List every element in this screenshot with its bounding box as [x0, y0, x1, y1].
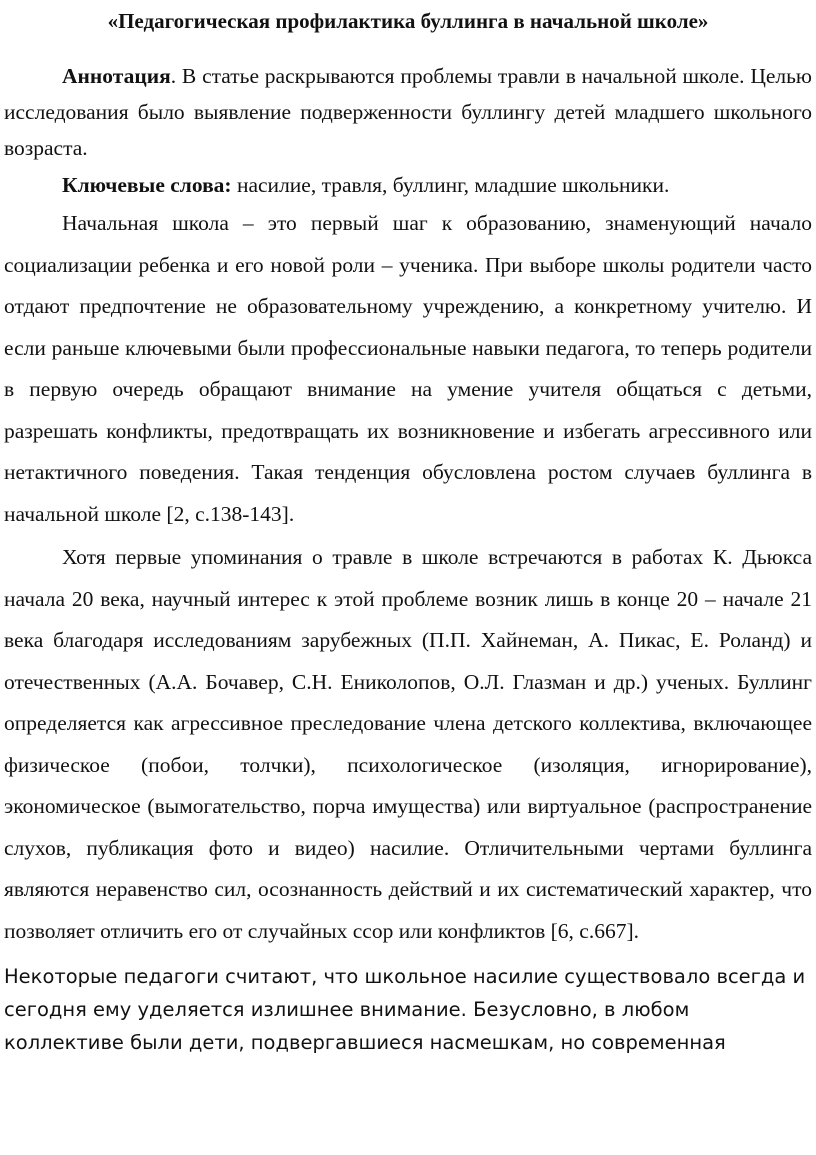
abstract-text: . В статье раскрываются проблемы травли в начальной школе. Целью исследования было выявление подверженности буллингу детей младшего школьного возраста. [4, 64, 812, 160]
body-paragraph-3: Некоторые педагоги считают, что школьное насилие существовало всегда и сегодня ему уделяется излишнее внимание. Безусловно, в любом коллективе были дети, подвергавшиеся насмешкам, но современная [4, 965, 806, 1054]
body-paragraph-2: Хотя первые упоминания о травле в школе встречаются в работах К. Дьюкса начала 20 века, научный интерес к этой проблеме возник лишь в конце 20 – начале 21 века благодаря исследованиям зарубежных (П.П. Хайнеман, А. Пикас, Е. Роланд) и отечественных (А.А. Бочавер, С.Н. Ениколопов, О.Л. Глазман и др.) ученых. Буллинг определяется как агрессивное преследование члена детского коллектива, включающее физическое (побои, толчки), психологическое (изоляция, игнорирование), экономическое (вымогательство, порча имущества) или виртуальное (распространение слухов, публикация фото и видео) насилие. Отличительными чертами буллинга являются неравенство сил, осознанность действий и их систематический характер, что позволяет отличить его от случайных ссор или конфликтов [6, с.667]. [4, 545, 812, 943]
abstract-label: Аннотация [62, 64, 171, 88]
article-title: «Педагогическая профилактика буллинга в начальной школе» [107, 9, 709, 33]
keywords-paragraph [4, 170, 812, 200]
keywords-label: Ключевые слова: [62, 173, 232, 197]
body-paragraph-1: Начальная школа – это первый шаг к образованию, знаменующий начало социализации ребенка и его новой роли – ученика. При выборе школы родители часто отдают предпочтение не образовательному учреждению, а конкретному учителю. И если раньше ключевыми были профессиональные навыки педагога, то теперь родители в первую очередь обращают внимание на умение учителя общаться с детьми, разрешать конфликты, предотвращать их возникновение и избегать агрессивного или нетактичного поведения. Такая тенденция обусловлена ростом случаев буллинга в начальной школе [2, с.138-143]. [4, 211, 812, 526]
abstract-paragraph [4, 58, 812, 166]
keywords-text: насилие, травля, буллинг, младшие школьники. [231, 173, 670, 197]
